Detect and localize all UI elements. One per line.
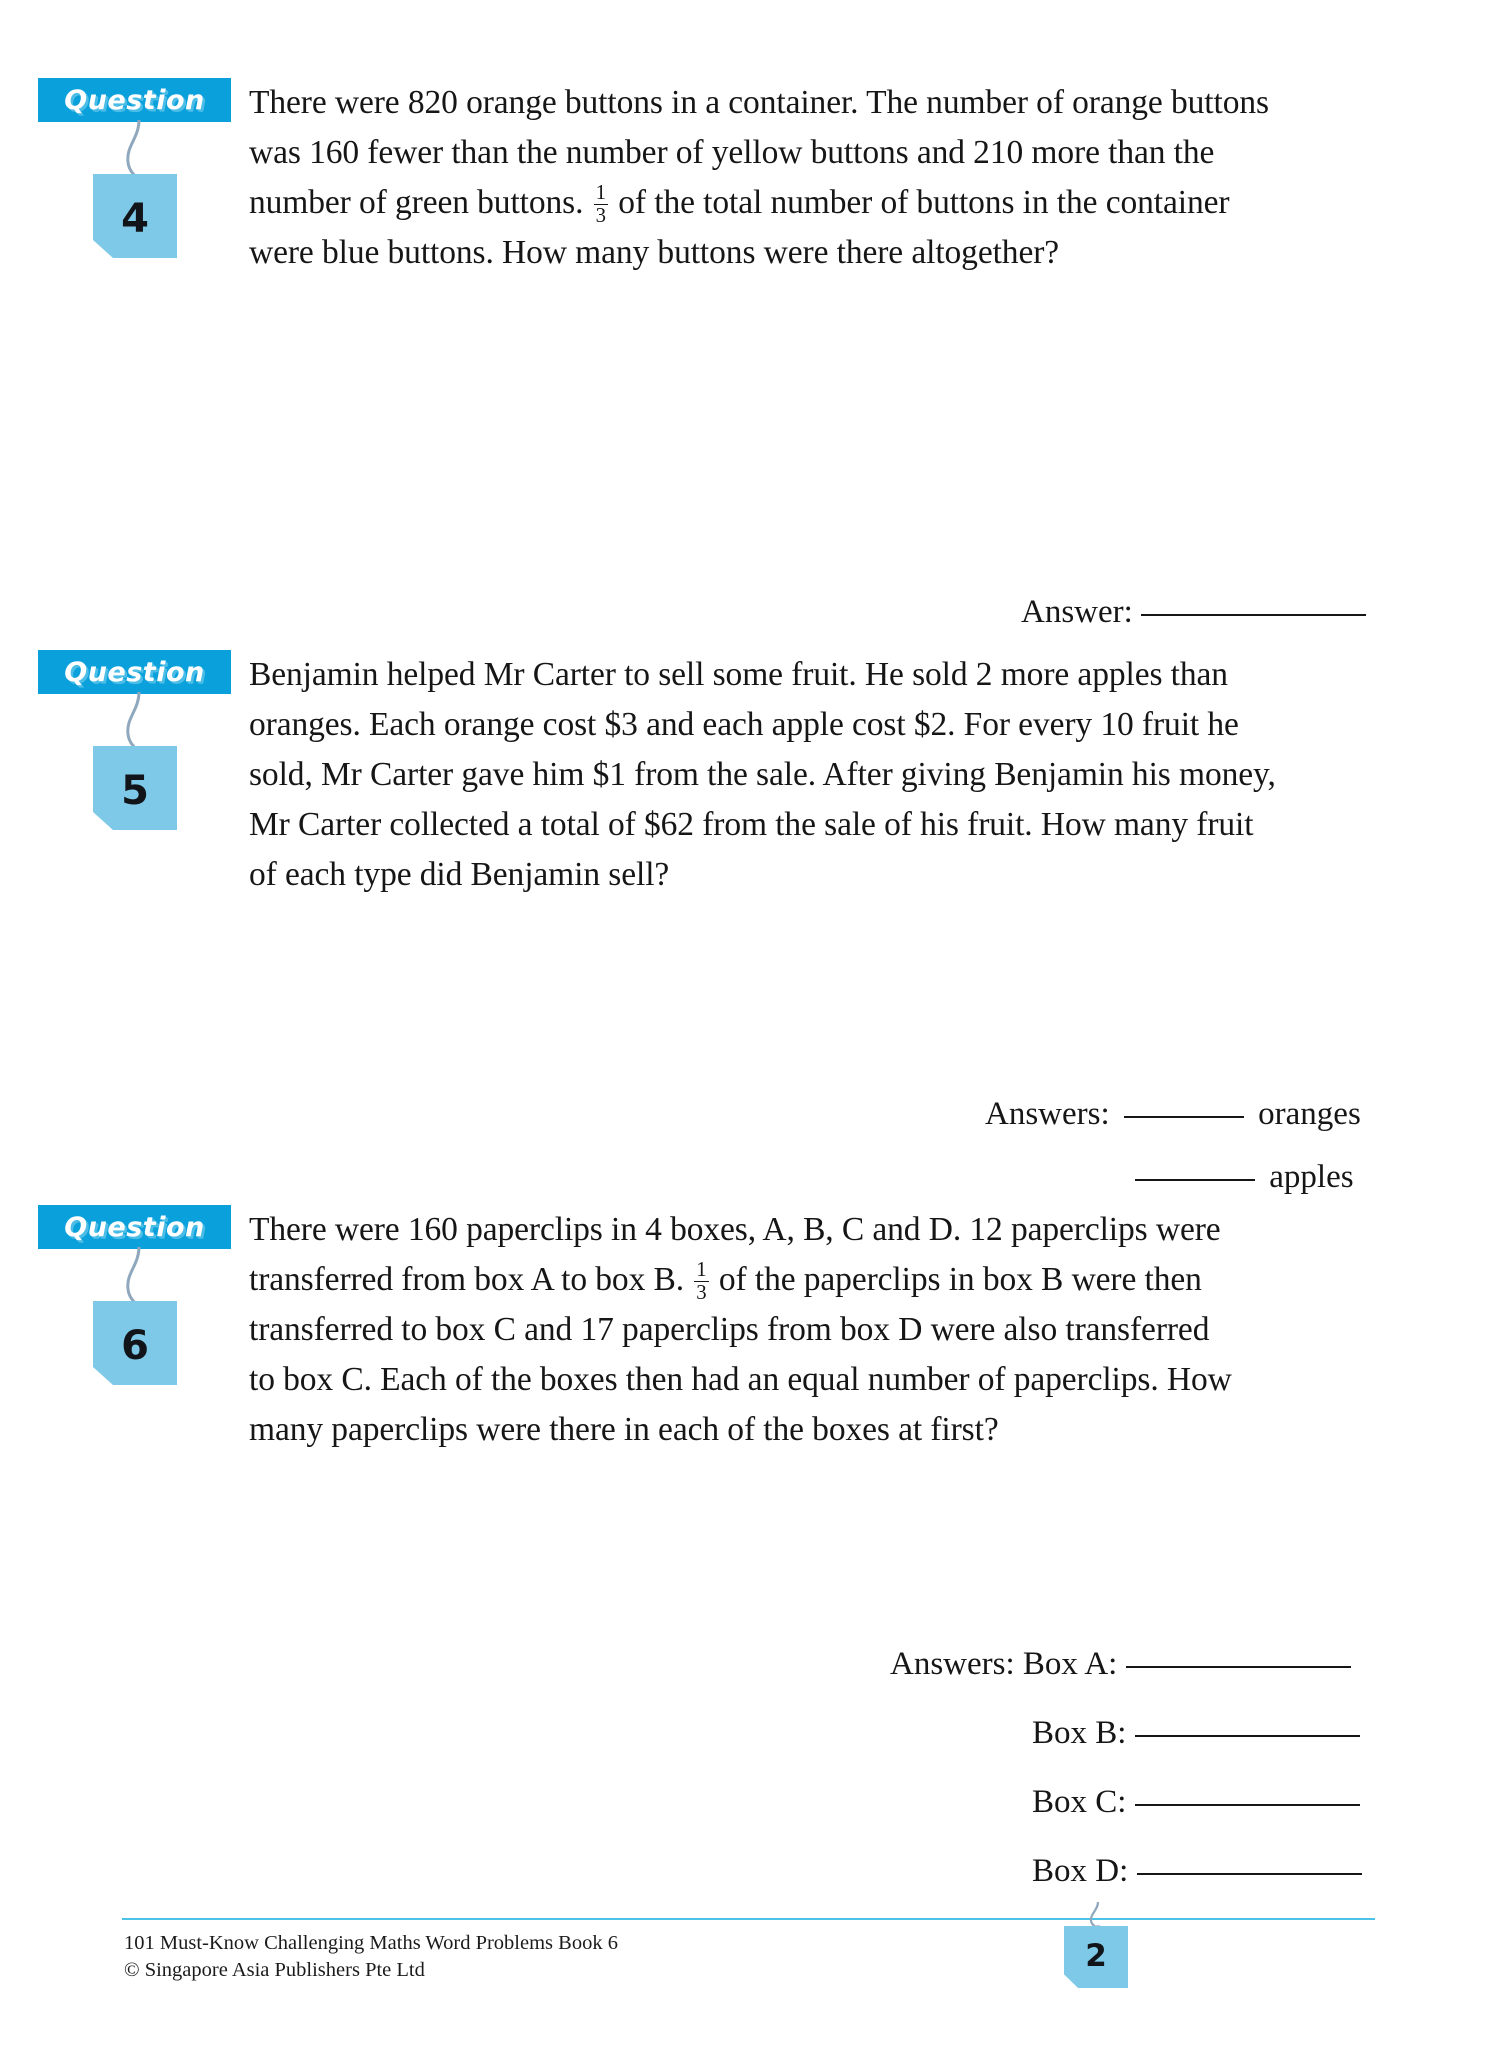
fraction-one-third — [694, 1259, 708, 1303]
answer-label: Answers: — [985, 1096, 1110, 1132]
footer-credits — [124, 1930, 618, 1984]
question-banner-5 — [38, 650, 231, 694]
answer-label: Box C: — [1032, 1784, 1127, 1820]
answer-label: Box B: — [1032, 1715, 1127, 1751]
answer-label: Box D: — [1032, 1853, 1129, 1889]
question-text-segment: number of green buttons. — [249, 184, 584, 221]
question-text-line — [249, 178, 1374, 228]
answer-blank-line[interactable] — [1141, 614, 1366, 616]
question-number-4: 4 — [121, 196, 149, 242]
question-text-line: Mr Carter collected a total of $62 from the sale of his fruit. How many fruit — [249, 806, 1254, 843]
answer-label: Answer: — [1021, 594, 1133, 630]
question-banner-6 — [38, 1205, 231, 1249]
fraction-one-third — [594, 182, 608, 226]
footer-divider — [122, 1918, 1375, 1920]
question-banner-label: Question — [64, 656, 205, 688]
answer-blank-line[interactable] — [1135, 1179, 1255, 1181]
fraction-numerator: 1 — [696, 1258, 707, 1282]
question-text-line: many paperclips were there in each of the boxes at first? — [249, 1411, 999, 1448]
answer-row-q5-oranges — [985, 1094, 1361, 1134]
answer-blank-line[interactable] — [1124, 1116, 1244, 1118]
answer-row-box-b — [1032, 1713, 1360, 1753]
question-number-tag-4 — [93, 174, 177, 258]
footer-copyright: © Singapore Asia Publishers Pte Ltd — [124, 1959, 425, 1981]
fraction-denominator: 3 — [696, 1280, 707, 1304]
question-text-line: to box C. Each of the boxes then had an equal number of paperclips. How — [249, 1361, 1232, 1398]
question-text-line: Benjamin helped Mr Carter to sell some fruit. He sold 2 more apples than — [249, 656, 1228, 693]
question-text-6 — [249, 1205, 1374, 1455]
answer-blank-line[interactable] — [1126, 1666, 1351, 1668]
answer-row-q4 — [1021, 592, 1366, 632]
question-text-5 — [249, 650, 1374, 900]
question-text-line: There were 820 orange buttons in a container. The number of orange buttons — [249, 84, 1269, 121]
question-number-tag-5 — [93, 746, 177, 830]
question-marker-4 — [38, 78, 233, 242]
answer-unit-oranges: oranges — [1258, 1096, 1361, 1132]
question-text-segment: transferred from box A to box B. — [249, 1261, 685, 1298]
question-text-line: oranges. Each orange cost $3 and each apple cost $2. For every 10 fruit he — [249, 706, 1239, 743]
question-text-segment: of the total number of buttons in the container — [618, 184, 1230, 221]
question-text-line: sold, Mr Carter gave him $1 from the sale. After giving Benjamin his money, — [249, 756, 1276, 793]
question-banner-label: Question — [64, 84, 205, 116]
question-banner-4 — [38, 78, 231, 122]
question-number-6: 6 — [121, 1323, 149, 1369]
answer-blank-line[interactable] — [1135, 1804, 1360, 1806]
answer-blank-line[interactable] — [1137, 1873, 1362, 1875]
question-text-4 — [249, 78, 1374, 278]
question-text-line: were blue buttons. How many buttons were there altogether? — [249, 234, 1060, 271]
question-text-line: was 160 fewer than the number of yellow buttons and 210 more than the — [249, 134, 1215, 171]
footer-book-title: 101 Must-Know Challenging Maths Word Problems Book 6 — [124, 1932, 618, 1954]
fraction-numerator: 1 — [595, 181, 606, 205]
question-marker-5 — [38, 650, 233, 814]
answer-row-box-d — [1032, 1851, 1362, 1891]
page-number: 2 — [1085, 1938, 1107, 1974]
fraction-denominator: 3 — [595, 203, 606, 227]
question-text-line: of each type did Benjamin sell? — [249, 856, 670, 893]
answer-unit-apples: apples — [1269, 1159, 1354, 1195]
question-text-segment: of the paperclips in box B were then — [718, 1261, 1202, 1298]
question-text-line: transferred to box C and 17 paperclips from box D were also transferred — [249, 1311, 1210, 1348]
page-number-tag — [1064, 1926, 1128, 1988]
answer-row-box-c — [1032, 1782, 1360, 1822]
question-marker-6 — [38, 1205, 233, 1369]
question-number-tag-6 — [93, 1301, 177, 1385]
answer-label: Answers: Box A: — [890, 1646, 1118, 1682]
question-number-5: 5 — [121, 768, 149, 814]
answer-row-q5-apples — [1135, 1157, 1354, 1197]
answer-row-box-a — [890, 1644, 1351, 1684]
question-banner-label: Question — [64, 1211, 205, 1243]
question-text-line: There were 160 paperclips in 4 boxes, A, B, C and D. 12 paperclips were — [249, 1211, 1221, 1248]
question-text-line — [249, 1255, 1374, 1305]
answer-blank-line[interactable] — [1135, 1735, 1360, 1737]
